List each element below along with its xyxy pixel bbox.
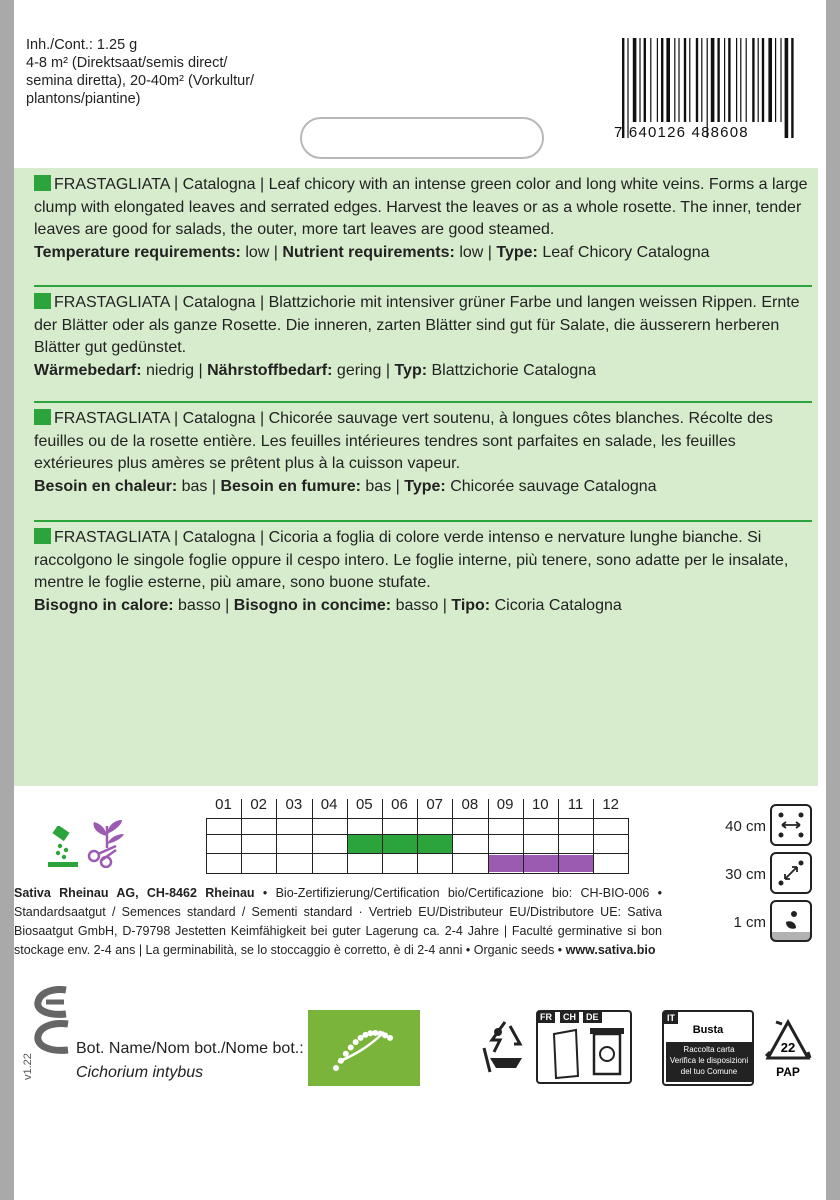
content-line: plantons/piantine) xyxy=(26,91,141,107)
green-square-icon xyxy=(34,175,51,191)
type-value: Chicorée sauvage Catalogna xyxy=(450,477,657,495)
section-divider xyxy=(34,401,812,403)
month-label: 03 xyxy=(285,796,303,813)
spacing-label: 30 cm xyxy=(725,866,766,883)
barcode-bar xyxy=(762,38,764,122)
temp-label: Besoin en chaleur: xyxy=(34,477,178,495)
barcode-bar xyxy=(622,38,624,138)
barcode-bar xyxy=(746,38,747,122)
plant-spacing-icon xyxy=(770,852,812,894)
eu-star-icon xyxy=(387,1035,393,1041)
country-tag: FR xyxy=(537,1011,555,1023)
barcode-bar xyxy=(684,38,686,122)
planting-month-bar xyxy=(383,835,417,853)
content-line: 4-8 m² (Direktsaat/semis direct/ xyxy=(26,55,228,71)
section-text: FRASTAGLIATA | Catalogna | Blattzichorie mit intensiver grüner Farbe und langen weissen Rippen. Ernte der Blätter oder als ganze Rosette. Die inneren, zarten Blätter sind gut für Salate, die äusserern herberen Blätter gut gedünstet. xyxy=(34,294,800,357)
month-label: 02 xyxy=(250,796,268,813)
barcode-bar xyxy=(711,38,715,122)
harvest-month-bar xyxy=(489,855,523,872)
barcode-bar xyxy=(780,38,781,122)
barcode-bar xyxy=(768,38,772,122)
eu-star-icon xyxy=(353,1039,359,1045)
sowing-icon xyxy=(44,826,84,870)
temp-label: Wärmebedarf: xyxy=(34,361,142,379)
nutrient-label: Bisogno in concime: xyxy=(233,596,392,614)
botanical-name-label: Bot. Name/Nom bot./Nome bot.: xyxy=(76,1040,304,1057)
nutrient-label: Nährstoffbedarf: xyxy=(207,361,333,379)
barcode-bar xyxy=(707,38,708,138)
pap-number: 22 xyxy=(780,1040,796,1055)
hanger-slot xyxy=(300,117,544,159)
barcode-bar xyxy=(661,38,663,122)
recycle-bin-icon xyxy=(480,1018,530,1078)
section-text: FRASTAGLIATA | Catalogna | Leaf chicory with an intense green color and long white veins. Forms a large clump with elongated leaves and serrated edges. Harvest the leaves or as a whole rosette. The inner, tender leaves are good for salads, the outer, more tart leaves are good steamed. xyxy=(34,176,808,239)
barcode-bar xyxy=(696,38,698,122)
pap-label: PAP xyxy=(776,1065,800,1079)
calendar-gridline xyxy=(276,799,277,874)
barcode-bar xyxy=(724,38,725,122)
company-text: • Bio-Zertifizierung/Certification bio/Certificazione bio: CH-BIO-006 • Standardsaatgut / Semences standard / Sementi standard · Vertrieb EU/Distributeur EU/Distributore UE: Sativa Biosaatgut GmbH, D-79798 Jestetten Keimfähigkeit bei guter Lagerung ca. 2-4 Jahre | Faculté germinative si bon stockage env. 2-4 ans | La germinabilità, se lo stoccaggio è corretto, è di 2-4 anni • Organic seeds • xyxy=(14,886,663,957)
temp-value: bas | xyxy=(181,477,217,495)
section-divider xyxy=(34,285,812,287)
barcode-bar xyxy=(728,38,730,122)
botanical-name-value: Cichorium intybus xyxy=(76,1064,204,1081)
nutrient-value: low | xyxy=(459,243,492,261)
section-text: FRASTAGLIATA | Catalogna | Cicoria a foglia di colore verde intenso e nervature lunghe bianche. Si raccolgono le singole foglie oppure il cespo intero. Le foglie interne, più tenere, sono adatte per le insalate, mentre le foglie esterne, più amare, sono buone stufate. xyxy=(34,529,789,592)
nutrient-value: basso | xyxy=(395,596,447,614)
month-label: 06 xyxy=(391,796,408,813)
disposal-box-it xyxy=(662,1010,754,1086)
barcode-bar xyxy=(674,38,675,122)
nutrient-label: Besoin en fumure: xyxy=(220,477,361,495)
spacing-label: 40 cm xyxy=(725,818,766,835)
calendar-gridline xyxy=(206,853,628,854)
eu-star-icon xyxy=(333,1065,339,1071)
nutrient-label: Nutrient requirements: xyxy=(282,243,455,261)
month-label: 12 xyxy=(602,796,620,813)
calendar-gridline xyxy=(206,818,628,819)
temp-value: niedrig | xyxy=(146,361,203,379)
barcode-bar xyxy=(785,38,789,138)
content-line: Inh./Cont.: 1.25 g xyxy=(26,37,138,53)
sowing-depth-icon xyxy=(770,900,812,942)
planting-month-bar xyxy=(348,835,382,853)
barcode-bar xyxy=(678,38,679,122)
disposal-box-fr-ch-de xyxy=(536,1010,632,1084)
company-info xyxy=(14,884,662,960)
barcode-bar xyxy=(627,38,628,138)
type-label: Type: xyxy=(496,243,538,261)
harvest-month-bar xyxy=(524,855,558,872)
row-spacing-icon xyxy=(770,804,812,846)
content-line: semina diretta), 20-40m² (Vorkultur/ xyxy=(26,73,255,89)
instruction-line: Raccolta carta xyxy=(683,1045,735,1054)
month-label: 10 xyxy=(531,796,549,813)
calendar-gridline xyxy=(628,818,629,874)
type-value: Blattzichorie Catalogna xyxy=(431,361,597,379)
country-tag: CH xyxy=(560,1011,579,1023)
section-german xyxy=(34,292,814,382)
barcode-bar xyxy=(758,38,759,122)
barcode-bar xyxy=(752,38,754,122)
barcode-bar xyxy=(639,38,640,122)
section-italian xyxy=(34,527,814,617)
type-value: Leaf Chicory Catalogna xyxy=(542,243,710,261)
month-label: 05 xyxy=(355,796,373,813)
section-text: FRASTAGLIATA | Catalogna | Chicorée sauvage vert soutenu, à longues côtes blanches. Récolte des feuilles ou de la rosette entière. Les feuilles intérieures tendres sont parfaites en salade, les feuilles extérieures plus amères se prêtent plus à la cuisson vapeur. xyxy=(34,410,773,473)
month-label: 11 xyxy=(567,796,584,813)
green-square-icon xyxy=(34,528,51,544)
type-value: Cicoria Catalogna xyxy=(494,596,622,614)
barcode-bar xyxy=(740,38,741,122)
barcode-bar xyxy=(775,38,776,122)
sowing-calendar xyxy=(206,796,630,876)
busta-instructions xyxy=(666,1042,752,1082)
planting-month-bar xyxy=(418,835,452,853)
eu-star-icon xyxy=(348,1045,354,1051)
eu-organic-logo-icon xyxy=(308,1010,420,1086)
country-tag: DE xyxy=(583,1011,602,1023)
calendar-gridline xyxy=(312,799,313,874)
estimated-e-mark-icon xyxy=(28,986,74,1054)
barcode-number: 7 640126 488608 xyxy=(614,124,749,141)
temp-label: Bisogno in calore: xyxy=(34,596,174,614)
busta-label: Busta xyxy=(692,1024,724,1036)
section-english xyxy=(34,174,814,264)
type-label: Tipo: xyxy=(451,596,491,614)
month-label: 08 xyxy=(461,796,479,813)
version-code: v1.22 xyxy=(22,1053,34,1080)
barcode-bar xyxy=(736,38,737,122)
barcode-bar xyxy=(717,38,719,122)
section-french xyxy=(34,408,814,498)
barcode-bar xyxy=(650,38,651,122)
calendar-gridline xyxy=(452,799,453,874)
temp-value: low | xyxy=(245,243,278,261)
barcode-bar xyxy=(644,38,646,122)
spacing-label: 1 cm xyxy=(733,914,766,931)
section-divider xyxy=(34,520,812,522)
planting-scissors-icon xyxy=(84,818,130,868)
calendar-gridline xyxy=(206,873,628,874)
seed-packet-back xyxy=(14,0,826,1200)
barcode-bar xyxy=(791,38,793,138)
calendar-gridline xyxy=(206,818,207,874)
calendar-gridline xyxy=(593,799,594,874)
barcode-bar xyxy=(689,38,690,122)
nutrient-value: bas | xyxy=(365,477,400,495)
pap-recycling-icon xyxy=(762,1018,814,1082)
company-name: Sativa Rheinau AG, CH-8462 Rheinau xyxy=(14,886,255,900)
temp-value: basso | xyxy=(178,596,230,614)
green-square-icon xyxy=(34,293,51,309)
description-panel xyxy=(14,168,818,786)
month-label: 01 xyxy=(215,796,232,813)
country-tag: IT xyxy=(664,1012,678,1024)
barcode-bar xyxy=(701,38,702,122)
eu-star-icon xyxy=(343,1051,349,1057)
instruction-line: Verifica le disposizioni xyxy=(669,1056,749,1065)
type-label: Type: xyxy=(404,477,446,495)
month-label: 07 xyxy=(426,796,444,813)
calendar-gridline xyxy=(241,799,242,874)
company-website[interactable]: www.sativa.bio xyxy=(565,943,656,957)
barcode-bar xyxy=(633,38,637,122)
type-label: Typ: xyxy=(394,361,428,379)
harvest-month-bar xyxy=(559,855,593,872)
nutrient-value: gering | xyxy=(336,361,390,379)
temp-label: Temperature requirements: xyxy=(34,243,241,261)
month-label: 09 xyxy=(496,796,514,813)
month-label: 04 xyxy=(320,796,338,813)
green-square-icon xyxy=(34,409,51,425)
instruction-line: del tuo Comune xyxy=(680,1067,738,1076)
barcode-bar xyxy=(666,38,670,122)
barcode-bar xyxy=(657,38,658,122)
content-info xyxy=(26,36,306,108)
